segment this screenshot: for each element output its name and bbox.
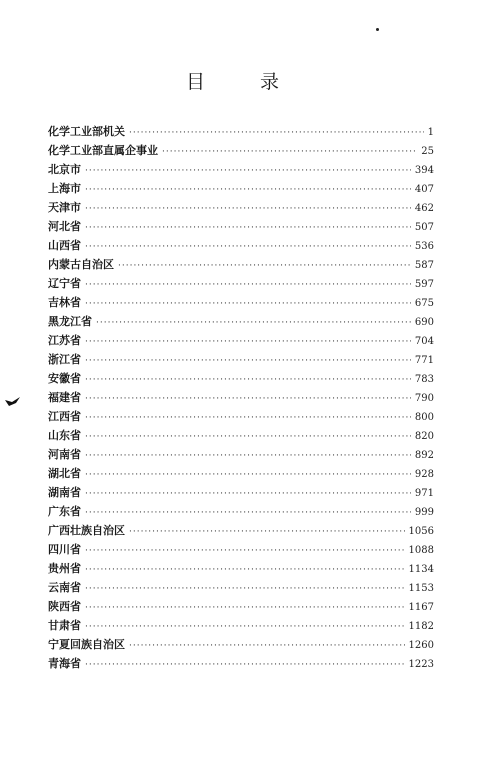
toc-entry-label: 天津市: [48, 201, 81, 214]
toc-entry: [48, 217, 434, 236]
toc-entry: [48, 141, 434, 160]
dot-leader: [129, 124, 424, 143]
dot-leader: [85, 599, 405, 618]
title-char-1: 目: [186, 71, 206, 93]
toc-entry: [48, 483, 434, 502]
scan-speck: [376, 28, 379, 31]
dot-leader: [85, 295, 411, 314]
toc-entry: [48, 312, 434, 331]
dot-leader: [85, 485, 411, 504]
toc-page-number: 1153: [408, 583, 434, 594]
toc-entry: [48, 445, 434, 464]
toc-entry: [48, 122, 434, 141]
toc-entry: [48, 255, 434, 274]
dot-leader: [85, 200, 411, 219]
toc-entry: [48, 464, 434, 483]
toc-entry-label: 河南省: [48, 448, 81, 461]
dot-leader: [85, 219, 411, 238]
toc-entry-label: 福建省: [48, 391, 81, 404]
toc-entry: [48, 654, 434, 673]
dot-leader: [85, 238, 411, 257]
toc-page-number: 892: [414, 450, 434, 461]
toc-entry-label: 湖南省: [48, 486, 81, 499]
toc-entry: [48, 236, 434, 255]
toc-entry: [48, 559, 434, 578]
dot-leader: [85, 390, 411, 409]
toc-page-number: 1182: [408, 621, 434, 632]
toc-page-number: 790: [414, 393, 434, 404]
toc-page-number: 971: [414, 488, 434, 499]
toc-entry: [48, 540, 434, 559]
dot-leader: [85, 542, 405, 561]
table-of-contents: [48, 122, 434, 673]
dot-leader: [85, 181, 411, 200]
dot-leader: [85, 352, 411, 371]
toc-page-number: 536: [414, 241, 434, 252]
dot-leader: [85, 618, 405, 637]
toc-entry-label: 江西省: [48, 410, 81, 423]
toc-entry: [48, 179, 434, 198]
toc-page-number: 1056: [408, 526, 434, 537]
toc-page-number: 800: [414, 412, 434, 423]
toc-entry: [48, 274, 434, 293]
toc-entry: [48, 616, 434, 635]
toc-entry-label: 化学工业部直属企事业: [48, 144, 158, 157]
toc-page-number: 462: [414, 203, 434, 214]
toc-page-number: 704: [414, 336, 434, 347]
dot-leader: [162, 143, 417, 162]
dot-leader: [85, 371, 411, 390]
toc-page-number: 783: [414, 374, 434, 385]
dot-leader: [129, 523, 405, 542]
dot-leader: [85, 276, 411, 295]
dot-leader: [85, 466, 411, 485]
toc-entry: [48, 407, 434, 426]
toc-entry-label: 云南省: [48, 581, 81, 594]
toc-entry-label: 广东省: [48, 505, 81, 518]
toc-entry: [48, 521, 434, 540]
dot-leader: [85, 409, 411, 428]
toc-entry-label: 北京市: [48, 163, 81, 176]
toc-entry: [48, 160, 434, 179]
toc-entry-label: 化学工业部机关: [48, 125, 125, 138]
toc-entry-label: 青海省: [48, 657, 81, 670]
toc-entry-label: 黑龙江省: [48, 315, 92, 328]
toc-page-number: 1088: [408, 545, 434, 556]
dot-leader: [85, 447, 411, 466]
toc-entry-label: 贵州省: [48, 562, 81, 575]
toc-entry: [48, 388, 434, 407]
toc-entry: [48, 198, 434, 217]
dot-leader: [96, 314, 411, 333]
toc-page-number: 1134: [408, 564, 434, 575]
toc-page-number: 1223: [408, 659, 434, 670]
toc-entry: [48, 578, 434, 597]
toc-entry-label: 宁夏回族自治区: [48, 638, 125, 651]
toc-page-number: 1: [427, 127, 434, 138]
dot-leader: [85, 504, 411, 523]
page-title: [0, 70, 504, 98]
toc-page-number: 25: [421, 146, 434, 157]
toc-page-number: 771: [414, 355, 434, 366]
toc-page-number: 1167: [408, 602, 434, 613]
toc-entry: [48, 426, 434, 445]
title-char-2: 录: [260, 71, 280, 93]
toc-entry: [48, 502, 434, 521]
toc-entry: [48, 293, 434, 312]
toc-entry-label: 安徽省: [48, 372, 81, 385]
toc-entry-label: 四川省: [48, 543, 81, 556]
toc-entry-label: 浙江省: [48, 353, 81, 366]
toc-entry-label: 甘肃省: [48, 619, 81, 632]
toc-page-number: 1260: [408, 640, 434, 651]
toc-page-number: 690: [414, 317, 434, 328]
dot-leader: [85, 162, 411, 181]
dot-leader: [85, 333, 411, 352]
dot-leader: [85, 428, 411, 447]
dot-leader: [85, 656, 405, 675]
dot-leader: [129, 637, 405, 656]
toc-entry-label: 河北省: [48, 220, 81, 233]
toc-entry-label: 山东省: [48, 429, 81, 442]
toc-entry-label: 山西省: [48, 239, 81, 252]
toc-entry: [48, 331, 434, 350]
dot-leader: [85, 561, 405, 580]
toc-page-number: 675: [414, 298, 434, 309]
toc-entry-label: 广西壮族自治区: [48, 524, 125, 537]
toc-page-number: 587: [414, 260, 434, 271]
toc-entry-label: 上海市: [48, 182, 81, 195]
toc-page-number: 820: [414, 431, 434, 442]
toc-entry-label: 江苏省: [48, 334, 81, 347]
toc-page-number: 394: [414, 165, 434, 176]
dot-leader: [85, 580, 405, 599]
toc-page-number: 597: [414, 279, 434, 290]
toc-entry: [48, 369, 434, 388]
toc-entry: [48, 635, 434, 654]
toc-entry: [48, 350, 434, 369]
toc-page-number: 507: [414, 222, 434, 233]
toc-page-number: 407: [414, 184, 434, 195]
toc-entry: [48, 597, 434, 616]
dot-leader: [118, 257, 411, 276]
toc-entry-label: 内蒙古自治区: [48, 258, 114, 271]
toc-entry-label: 陕西省: [48, 600, 81, 613]
toc-entry-label: 吉林省: [48, 296, 81, 309]
toc-entry-label: 湖北省: [48, 467, 81, 480]
toc-page-number: 928: [414, 469, 434, 480]
scan-blemish-mark: [5, 397, 21, 407]
toc-entry-label: 辽宁省: [48, 277, 81, 290]
toc-page-number: 999: [414, 507, 434, 518]
